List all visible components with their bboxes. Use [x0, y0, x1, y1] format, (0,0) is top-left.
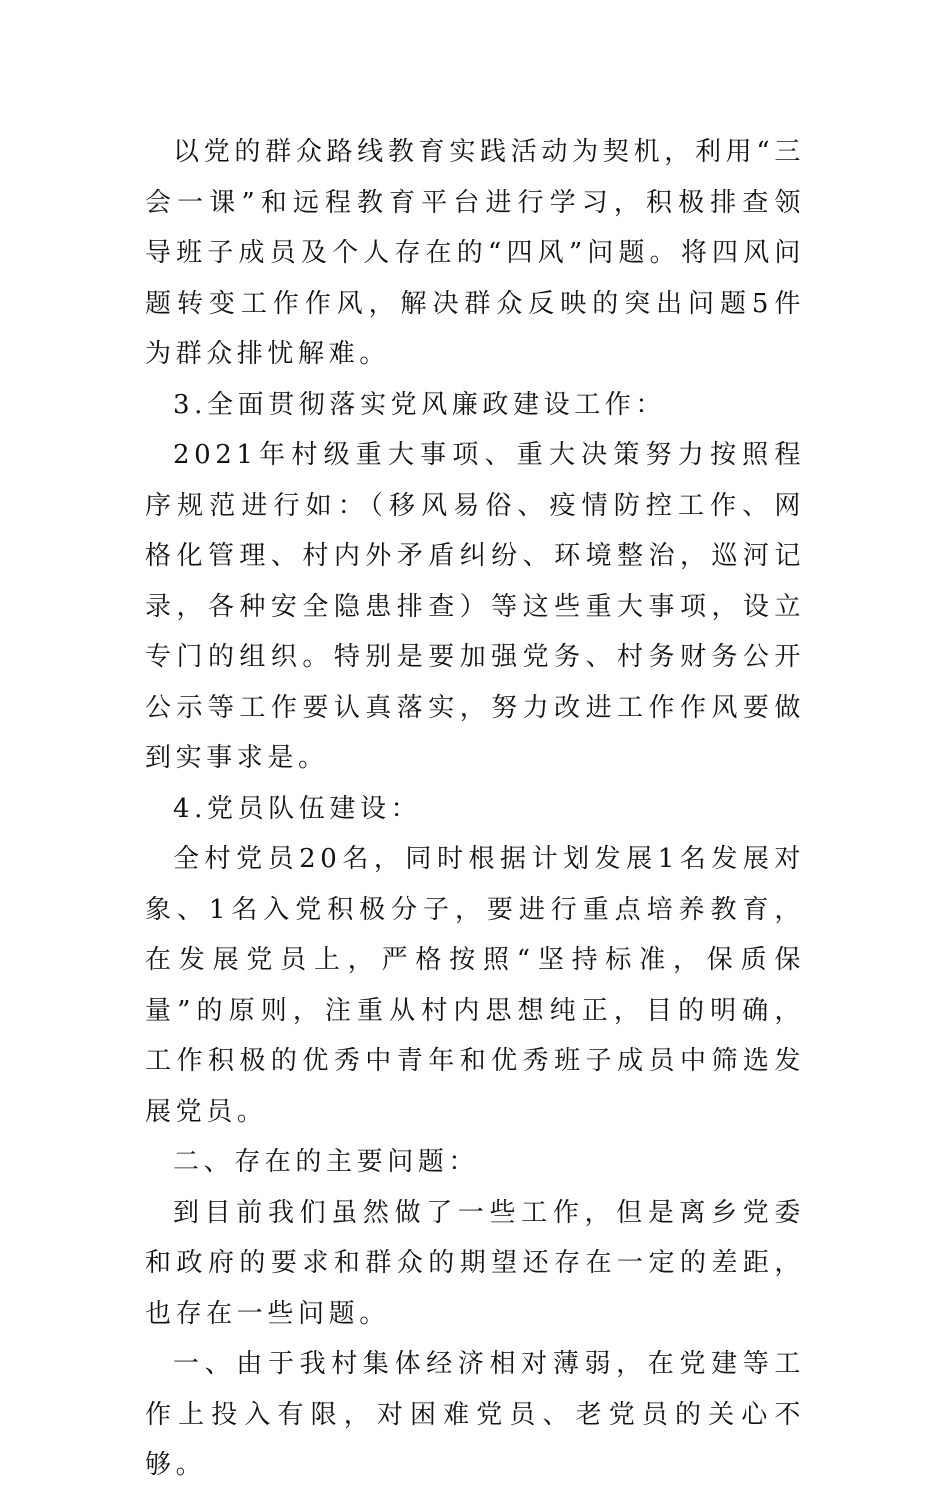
section-heading-main-problems: 二、存在的主要问题： [173, 1147, 480, 1177]
paragraph-study-activities: 以党的群众路线教育实践活动为契机，利用“三会一课”和远程教育平台进行学习，积极排查领导班子成员及个人存在的“四风”问题。将四风问题转变工作作风，解决群众反映的突出问题5件为群众排忧解难。 [145, 137, 805, 369]
paragraph-problem-one: 一、由于我村集体经济相对薄弱，在党建等工作上投入有限，对困难党员、老党员的关心不够。 [145, 1349, 805, 1480]
paragraph-major-matters: 2021年村级重大事项、重大决策努力按照程序规范进行如：（移风易俗、疫情防控工作、网格化管理、村内外矛盾纠纷、环境整治，巡河记录，各种安全隐患排查）等这些重大事项，设立专门的组织。特别是要加强党务、村务财务公开公示等工作要认真落实，努力改进工作作风要做到实事求是。 [145, 440, 805, 773]
paragraph-member-development: 全村党员20名，同时根据计划发展1名发展对象、1名入党积极分子，要进行重点培养教育，在发展党员上，严格按照“坚持标准，保质保量”的原则，注重从村内思想纯正，目的明确，工作积极的优秀中青年和优秀班子成员中筛选发展党员。 [145, 844, 805, 1127]
section-heading-member-building: 4.党员队伍建设： [173, 793, 422, 824]
section-heading-party-integrity: 3.全面贯彻落实党风廉政建设工作： [173, 389, 667, 420]
document-body [145, 127, 805, 1491]
paragraph-gap-summary: 到目前我们虽然做了一些工作，但是离乡党委和政府的要求和群众的期望还存在一定的差距，也存在一些问题。 [145, 1197, 805, 1329]
